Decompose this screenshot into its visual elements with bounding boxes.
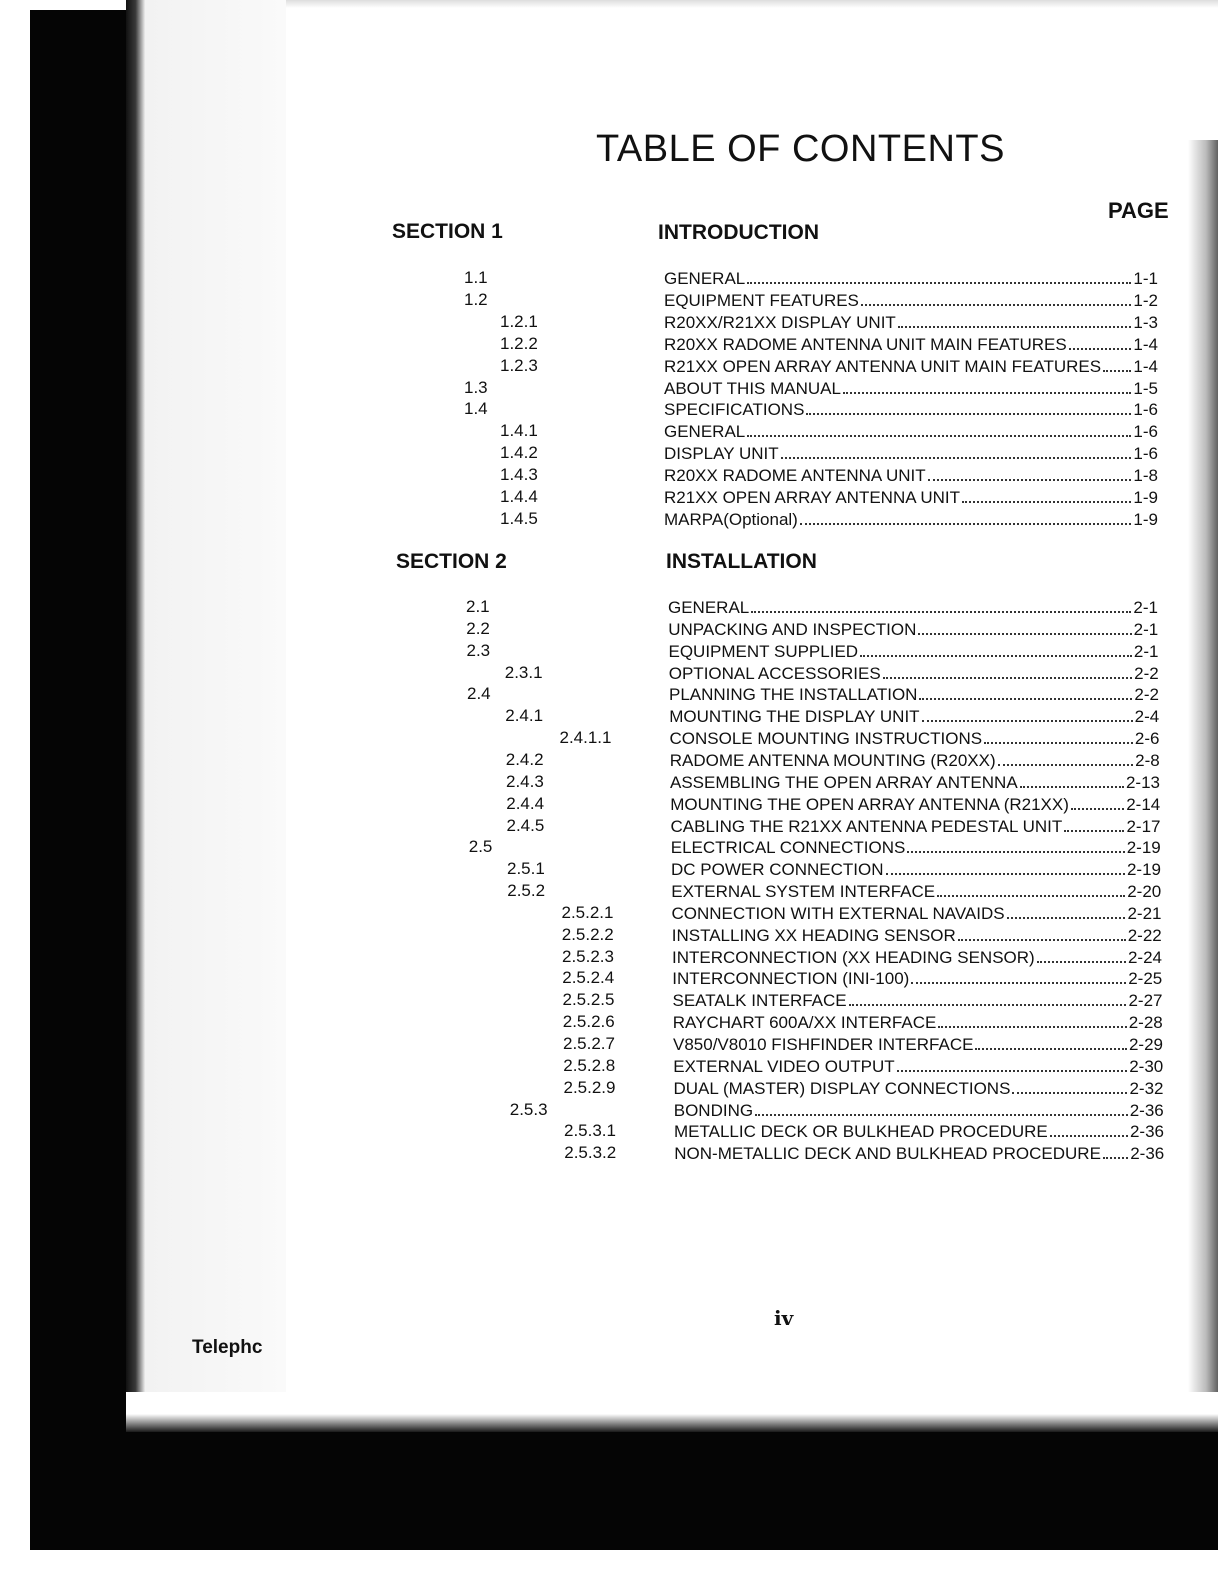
toc-entry[interactable] [670,727,1160,750]
toc-leader-dots [958,924,1126,941]
toc-row [0,924,1218,946]
toc-entry-title: R20XX RADOME ANTENNA UNIT [664,466,926,486]
toc-leader-dots [1037,946,1126,963]
toc-entry-page: 2-36 [1129,1122,1164,1142]
toc-entry[interactable] [671,836,1161,859]
toc-entry-number: 2.5.2 [507,881,546,901]
toc-entry-page: 2-30 [1129,1056,1164,1076]
toc-entry[interactable] [664,333,1158,356]
section-2-heading: INSTALLATION [666,550,817,573]
toc-entry-number: 2.5.3.2 [564,1143,617,1163]
toc-leader-dots [747,420,1131,437]
toc-row [0,967,1218,989]
toc-entry-number: 2.5.2.6 [562,1012,615,1032]
toc-entry-title: RADOME ANTENNA MOUNTING (R20XX) [669,750,996,770]
toc-row [0,398,1218,420]
toc-entry-page: 2-36 [1130,1144,1165,1164]
toc-entry-page: 2-20 [1127,882,1162,902]
toc-entry-number: 2.3.1 [504,662,543,682]
toc-entry-page: 2-32 [1129,1078,1164,1098]
toc-entry-number: 2.1 [466,597,490,616]
toc-leader-dots [1103,355,1131,372]
toc-entry-page: 2-8 [1135,750,1160,770]
toc-leader-dots [922,705,1133,722]
toc-entry-page: 2-1 [1133,619,1159,639]
toc-row [0,640,1218,662]
toc-row [0,1099,1218,1121]
scan-bottom-edge [30,1432,1218,1550]
toc-entry[interactable] [669,662,1159,685]
toc-leader-dots [938,1011,1126,1028]
section-2-label: SECTION 2 [396,550,507,573]
toc-entry-page: 1-6 [1133,444,1158,464]
page-title: TABLE OF CONTENTS [596,128,1005,170]
toc-entry[interactable] [664,486,1158,509]
toc-entry[interactable] [669,683,1159,706]
toc-row [0,420,1218,442]
toc-entry-title: DUAL (MASTER) DISPLAY CONNECTIONS [673,1078,1011,1098]
toc-row [0,1011,1218,1033]
toc-leader-dots [860,640,1132,657]
toc-entry-title: INSTALLING XX HEADING SENSOR [671,925,956,945]
toc-entry-title: OPTIONAL ACCESSORIES [668,663,881,683]
toc-entry-title: NON-METALLIC DECK AND BULKHEAD PROCEDURE [674,1144,1101,1164]
toc-row [0,1033,1218,1055]
toc-entry-number: 2.5.2.3 [562,946,614,966]
toc-entry[interactable] [674,1077,1164,1100]
toc-entry-page: 1-4 [1133,356,1158,376]
toc-entry-number: 2.5.2.5 [562,990,615,1010]
toc-entry[interactable] [664,442,1158,465]
toc-leader-dots [1103,1142,1128,1159]
toc-entry-number: 2.4.5 [506,815,545,835]
toc-entry[interactable] [664,508,1158,531]
toc-row [0,727,1218,749]
toc-leader-dots [806,398,1131,415]
toc-leader-dots [1064,815,1124,832]
toc-row [0,464,1218,486]
toc-entry-number: 2.5.2.9 [563,1077,616,1097]
toc-entry-number: 2.5.1 [507,859,545,879]
toc-row [0,771,1218,793]
toc-entry-page: 2-1 [1133,598,1158,617]
toc-entry-title: EQUIPMENT SUPPLIED [668,641,859,661]
toc-entry[interactable] [664,311,1158,334]
toc-entry-title: DISPLAY UNIT [664,444,779,464]
toc-entry[interactable] [672,924,1162,947]
toc-entry-page: 1-4 [1133,334,1158,354]
toc-entry-number: 2.5.2.1 [561,902,614,922]
toc-row [0,618,1218,640]
toc-leader-dots [928,464,1132,481]
section-1-heading: INTRODUCTION [658,221,819,244]
toc-entry[interactable] [674,1142,1164,1165]
toc-leader-dots [918,618,1131,635]
toc-entry[interactable] [668,596,1158,619]
toc-leader-dots [907,836,1124,853]
toc-entry-number: 1.4.3 [500,465,538,485]
toc-row [0,880,1218,902]
toc-row [0,1077,1218,1099]
toc-leader-dots [1020,771,1124,788]
toc-row [0,486,1218,508]
toc-entry-page: 2-28 [1128,1013,1163,1033]
toc-entry-title: SEATALK INTERFACE [672,991,847,1011]
toc-entry-number: 2.4 [467,684,491,704]
toc-entry-number: 2.5.2.4 [562,968,615,988]
toc-entry-page: 2-13 [1125,772,1160,792]
toc-entry[interactable] [664,289,1158,312]
toc-entry-number: 1.4.4 [500,487,538,506]
toc-entry-page: 1-6 [1133,422,1158,442]
toc-leader-dots [975,1033,1127,1050]
toc-leader-dots [1069,333,1132,350]
toc-entry[interactable] [669,705,1159,728]
toc-entry-page: 2-4 [1134,707,1160,727]
toc-row [0,267,1218,289]
toc-leader-dots [861,289,1132,306]
toc-entry-page: 2-2 [1134,663,1159,683]
toc-entry-title: BONDING [673,1100,754,1120]
toc-entry-title: R21XX OPEN ARRAY ANTENNA UNIT MAIN FEATURES [664,356,1102,376]
toc-leader-dots [849,989,1127,1006]
toc-leader-dots [962,486,1131,503]
toc-entry-page: 2-25 [1128,969,1163,989]
toc-row [0,902,1218,924]
toc-leader-dots [1012,1077,1127,1094]
toc-leader-dots [897,1055,1128,1072]
toc-leader-dots [755,1099,1128,1116]
toc-leader-dots [911,967,1126,984]
toc-row [0,1055,1218,1077]
toc-row [0,749,1218,771]
toc-entry-title: MARPA(Optional) [664,509,798,529]
toc-row [0,705,1218,727]
scan-top-shadow [126,0,1218,8]
toc-entry-number: 2.5.2.8 [563,1055,616,1075]
toc-row [0,1142,1218,1164]
toc-entry-title: RAYCHART 600A/XX INTERFACE [672,1013,937,1033]
toc-entry-page: 1-5 [1133,378,1158,398]
toc-leader-dots [1050,1120,1128,1137]
toc-entry-number: 2.4.1 [505,706,544,726]
toc-entry-page: 1-9 [1133,509,1158,529]
toc-entry[interactable] [673,1033,1163,1056]
toc-row [0,1120,1218,1142]
toc-leader-dots [937,880,1125,897]
toc-entry-page: 1-1 [1133,269,1158,288]
toc-row [0,858,1218,880]
toc-entry-number: 1.2.3 [500,355,538,375]
toc-entry[interactable] [672,946,1162,969]
toc-entry-number: 2.2 [466,618,490,638]
toc-entry-title: PLANNING THE INSTALLATION [669,685,918,705]
toc-entry-page: 2-14 [1126,794,1161,814]
toc-entry-page: 2-27 [1128,991,1163,1011]
toc-entry[interactable] [674,1099,1164,1122]
page-column-label: PAGE [1108,198,1169,223]
toc-entry[interactable] [673,989,1163,1012]
toc-entry[interactable] [668,618,1158,641]
toc-entry-title: ABOUT THIS MANUAL [664,378,841,398]
toc-entry[interactable] [671,858,1161,881]
toc-entry-number: 1.4.2 [500,443,538,463]
section-1-label: SECTION 1 [392,220,503,243]
toc-entry-title: GENERAL [664,422,746,442]
toc-row [0,508,1218,530]
toc-leader-dots [1071,793,1124,810]
toc-entry[interactable] [664,355,1158,378]
toc-row [0,815,1218,837]
toc-leader-dots [886,858,1125,875]
toc-entry-page: 2-6 [1134,729,1160,749]
toc-entry-page: 1-3 [1133,312,1158,332]
toc-entry-title: EXTERNAL VIDEO OUTPUT [673,1056,895,1076]
toc-row [0,662,1218,684]
toc-row [0,836,1218,858]
toc-entry[interactable] [671,815,1161,838]
toc-entry-page: 2-19 [1126,860,1161,880]
toc-entry-page: 1-6 [1133,400,1158,420]
toc-row [0,311,1218,333]
toc-entry-number: 1.2.1 [500,311,538,331]
toc-entry-title: CONSOLE MOUNTING INSTRUCTIONS [669,729,983,749]
toc-entry-number: 1.2 [464,289,488,309]
toc-entry-number: 1.4.1 [500,421,538,441]
toc-entry-number: 2.3 [466,640,491,660]
toc-leader-dots [998,749,1134,766]
toc-entry-title: CABLING THE R21XX ANTENNA PEDESTAL UNIT [670,816,1063,836]
toc-entry[interactable] [664,377,1158,400]
toc-entry-number: 2.4.3 [506,771,544,791]
toc-entry-number: 2.4.1.1 [559,728,612,748]
toc-entry[interactable] [670,749,1160,772]
toc-entry-number: 1.2.2 [500,333,538,353]
toc-entry[interactable] [671,880,1161,903]
toc-entry[interactable] [672,967,1162,990]
toc-entry-title: DC POWER CONNECTION [671,860,884,880]
toc-leader-dots [898,311,1132,328]
toc-row [0,683,1218,705]
toc-entry-title: CONNECTION WITH EXTERNAL NAVAIDS [671,903,1005,923]
toc-leader-dots [1007,902,1126,919]
toc-leader-dots [800,508,1132,525]
toc-entry[interactable] [673,1055,1163,1078]
toc-entry[interactable] [664,464,1158,487]
toc-row [0,355,1218,377]
toc-entry-title: EQUIPMENT FEATURES [664,290,859,310]
toc-leader-dots [919,683,1132,700]
toc-entry-number: 2.5.3 [509,1099,548,1119]
toc-entry-title: EXTERNAL SYSTEM INTERFACE [671,882,936,902]
toc-entry-page: 2-24 [1127,947,1162,967]
toc-leader-dots [751,596,1131,613]
toc-leader-dots [747,267,1131,284]
scan-bottom-shadow [126,1392,1218,1432]
toc-entry-title: R20XX/R21XX DISPLAY UNIT [664,312,896,332]
toc-row [0,333,1218,355]
toc-entry-title: INTERCONNECTION (XX HEADING SENSOR) [672,947,1035,967]
toc-entry[interactable] [669,640,1159,663]
toc-leader-dots [984,727,1133,744]
toc-entry-title: INTERCONNECTION (INI-100) [672,969,910,989]
toc-entry-number: 2.5.3.1 [564,1121,616,1141]
toc-entry-title: GENERAL [664,269,746,288]
toc-entry-title: ELECTRICAL CONNECTIONS [670,838,906,858]
toc-entry-title: UNPACKING AND INSPECTION [668,619,917,639]
toc-entry-number: 2.5 [468,837,493,857]
toc-entry-number: 2.5.2.2 [561,924,614,944]
toc-entry-title: R21XX OPEN ARRAY ANTENNA UNIT [664,488,961,507]
toc-entry-title: MOUNTING THE OPEN ARRAY ANTENNA (R21XX) [670,794,1069,814]
toc-entry-page: 2-1 [1133,641,1159,661]
toc-entry[interactable] [670,793,1160,816]
toc-entry-page: 2-19 [1126,838,1161,858]
toc-row [0,946,1218,968]
toc-row [0,377,1218,399]
toc-entry-page: 2-22 [1127,925,1162,945]
toc-entry-title: SPECIFICATIONS [664,400,805,420]
toc-leader-dots [843,377,1131,394]
toc-entry-title: ASSEMBLING THE OPEN ARRAY ANTENNA [670,772,1018,792]
side-text: Telephc [192,1337,263,1358]
toc-entry[interactable] [670,771,1160,794]
toc-entry[interactable] [672,902,1162,925]
toc-entry-title: METALLIC DECK OR BULKHEAD PROCEDURE [674,1122,1048,1142]
toc-row [0,989,1218,1011]
toc-row [0,289,1218,311]
toc-entry-title: R20XX RADOME ANTENNA UNIT MAIN FEATURES [664,334,1067,354]
toc-entry-title: MOUNTING THE DISPLAY UNIT [669,707,920,727]
toc-entry-number: 2.4.4 [506,793,545,813]
toc-entry[interactable] [664,398,1158,421]
toc-entry-page: 1-9 [1133,488,1158,507]
toc-entry-number: 1.4 [464,399,488,419]
toc-entry-number: 1.4.5 [500,508,538,528]
toc-leader-dots [883,662,1132,679]
toc-entry[interactable] [664,420,1158,443]
toc-entry-page: 2-21 [1127,903,1162,923]
toc-entry-number: 2.4.2 [505,749,544,769]
toc-leader-dots [781,442,1132,459]
toc-entry-page: 2-36 [1129,1100,1164,1120]
toc-row [0,442,1218,464]
toc-entry-title: V850/V8010 FISHFINDER INTERFACE [673,1035,974,1054]
page-number: iv [774,1306,794,1330]
toc-entry-number: 2.5.2.7 [563,1034,615,1053]
toc-entry-number: 1.3 [464,377,488,397]
toc-entry-page: 1-8 [1133,466,1158,486]
toc-row [0,793,1218,815]
toc-entry[interactable] [673,1011,1163,1034]
toc-entry-page: 1-2 [1133,290,1158,310]
toc-entry-page: 2-29 [1128,1035,1163,1054]
toc-entry-title: GENERAL [668,598,750,617]
toc-entry-number: 1.1 [464,268,488,287]
toc-entry-page: 2-2 [1134,685,1159,705]
toc-entry-page: 2-17 [1126,816,1161,836]
toc-entry[interactable] [664,267,1158,290]
toc-row [0,596,1218,618]
toc-entry[interactable] [674,1120,1164,1143]
